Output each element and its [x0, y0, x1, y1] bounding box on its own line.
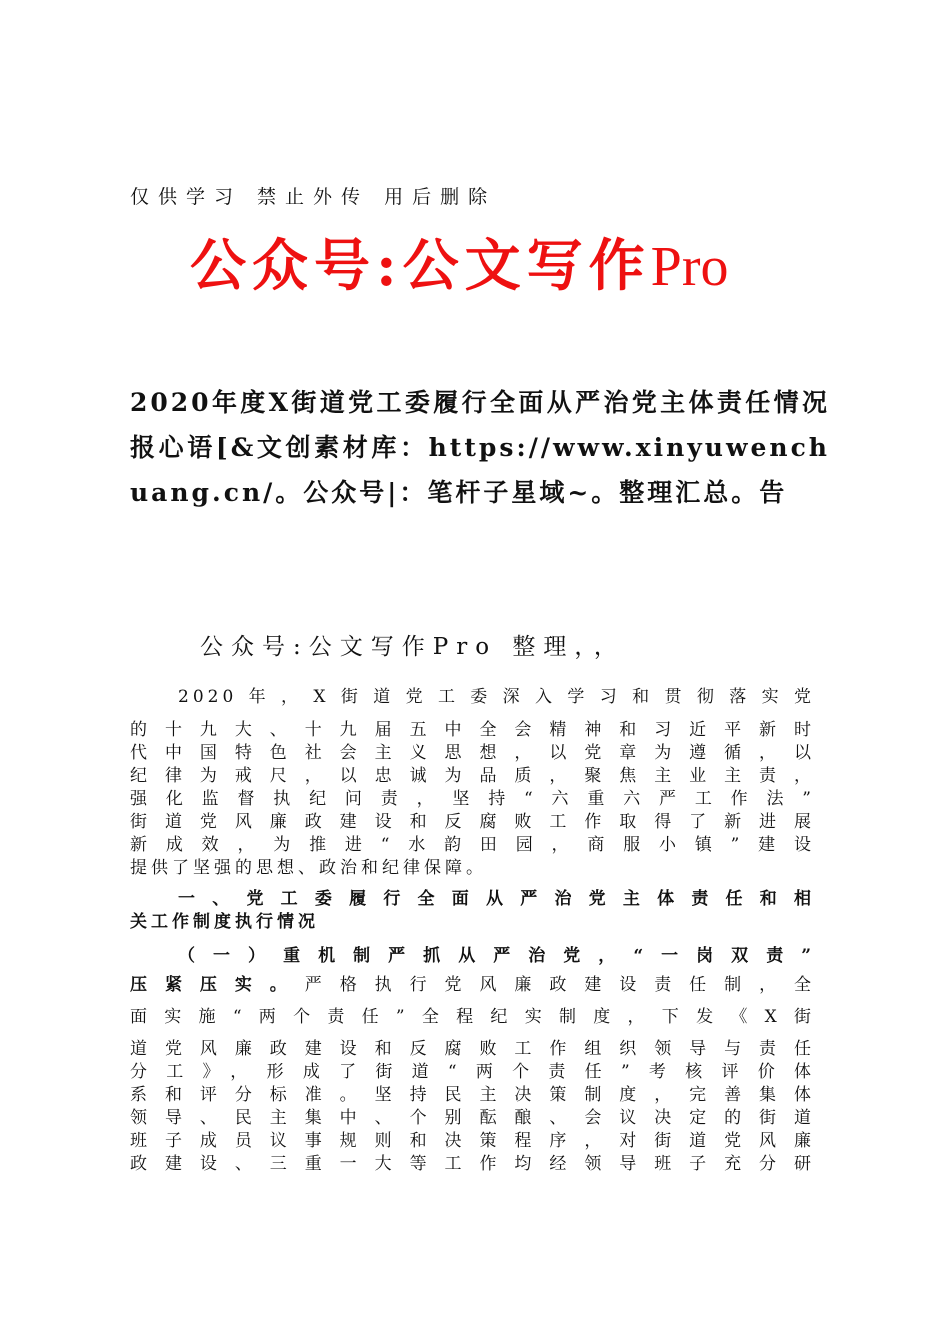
paragraph-line: 新成效，为推进“水韵田园，商服小镇”建设 [130, 835, 815, 855]
paragraph-line: 政建设、三重一大等工作均经领导班子充分研 [130, 1154, 815, 1174]
paragraph-subsection-1 [130, 1002, 815, 1176]
usage-notice: 仅供学习 禁止外传 用后删除 [130, 186, 497, 208]
paragraph-line: 班子成员议事规则和决策程序，对街道党风廉 [130, 1131, 815, 1151]
subsection-heading: （一）重机制严抓从严治党，“一岗双责” [178, 946, 815, 966]
document-subtitle: 公众号:公文写作Pro 整理，， [200, 634, 625, 660]
banner-main-text: 公众号:公文写作 [190, 233, 651, 299]
paragraph-line: 面实施“两个责任”全程纪实制度，下发《X街 [130, 1007, 815, 1027]
paragraph-line: 强化监督执纪问责，坚持“六重六严工作法” [130, 789, 815, 809]
paragraph-line: 代中国特色社会主义思想，以党章为遵循，以 [130, 743, 815, 763]
paragraph-line: 2020年，X街道党工委深入学习和贯彻落实党 [178, 687, 815, 707]
paragraph-line: 分工》，形成了街道“两个责任”考核评价体 [130, 1062, 815, 1082]
paragraph-intro [130, 680, 815, 880]
heading-line: 一、党工委履行全面从严治党主体责任和相 [178, 889, 815, 909]
wechat-account-banner [190, 222, 728, 302]
paragraph-line: 系和评分标准。坚持民主决策制度，完善集体 [130, 1085, 815, 1105]
subsection-heading-tail: 压紧压实。 [130, 975, 305, 995]
paragraph-line: 提供了坚强的思想、政治和纪律保障。 [130, 858, 487, 878]
paragraph-line: 纪律为戒尺，以忠诚为品质，聚焦主业主责， [130, 766, 815, 786]
paragraph-line: 的十九大、十九届五中全会精神和习近平新时 [130, 720, 815, 740]
paragraph-line: 领导、民主集中、个别酝酿、会议决定的街道 [130, 1108, 815, 1128]
document-title: 2020年度X街道党工委履行全面从严治党主体责任情况报心语[&文创素材库：https://www.xinyuwenchuang.cn/。公众号|：笔杆子星域~。整理汇总。告 [130, 388, 830, 507]
paragraph-line: 道党风廉政建设和反腐败工作组织领导与责任 [130, 1039, 815, 1059]
paragraph-text: 严格执行党风廉政建设责任制，全 [304, 975, 816, 995]
heading-line: 关工作制度执行情况 [130, 912, 319, 932]
section-heading-1 [130, 888, 815, 934]
banner-suffix-text: Pro [650, 236, 729, 298]
paragraph-line [130, 968, 815, 1002]
paragraph-line: 街道党风廉政建设和反腐败工作取得了新进展 [130, 812, 815, 832]
